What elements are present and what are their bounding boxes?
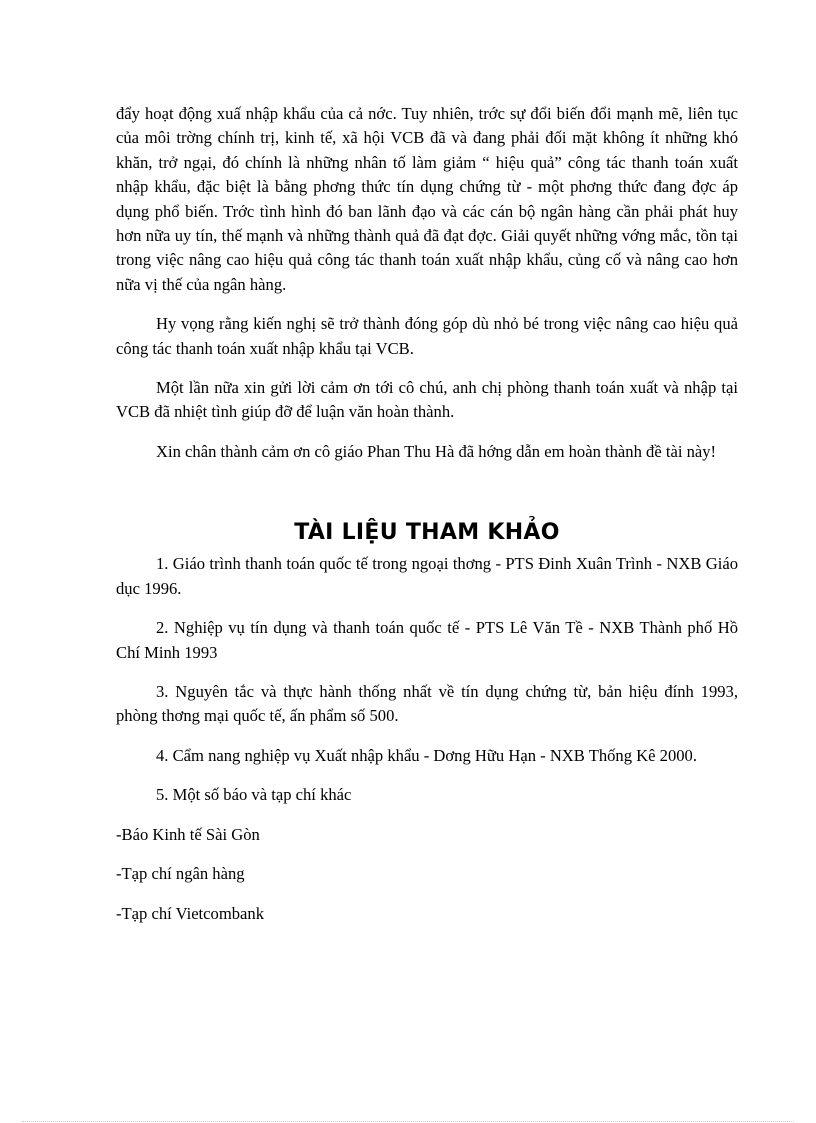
reference-source: -Báo Kinh tế Sài Gòn (116, 824, 260, 844)
reference-item: 2. Nghiệp vụ tín dụng và thanh toán quốc tế - PTS Lê Văn Tề - NXB Thành phố Hồ Chí Minh 1993 (116, 618, 738, 662)
reference-source: -Tạp chí ngân hàng (116, 864, 245, 884)
reference-item: 5. Một số báo và tạp chí khác (156, 785, 352, 805)
page-bottom-divider (22, 1121, 794, 1122)
body-paragraph-thanks-teacher: Xin chân thành cảm ơn cô giáo Phan Thu Hà đã hớng dẫn em hoàn thành đề tài này! (156, 441, 717, 461)
reference-item: 3. Nguyên tắc và thực hành thống nhất về tín dụng chứng từ, bản hiệu đính 1993, phòng thơng mại quốc tế, ấn phẩm số 500. (116, 681, 738, 726)
body-paragraph-hope: Hy vọng rằng kiến nghị sẽ trở thành đóng góp dù nhỏ bé trong việc nâng cao hiệu quả công tác thanh toán xuất nhập khẩu tại VCB. (116, 314, 738, 358)
document-page (116, 102, 738, 942)
reference-item: 4. Cẩm nang nghiệp vụ Xuất nhập khẩu - Dơng Hữu Hạn - NXB Thống Kê 2000. (156, 745, 698, 765)
reference-source: -Tạp chí Vietcombank (116, 904, 264, 924)
reference-item: 1. Giáo trình thanh toán quốc tế trong ngoại thơng - PTS Đinh Xuân Trình - NXB Giáo dục 1996. (116, 554, 738, 598)
body-paragraph-thanks-staff: Một lần nữa xin gửi lời cảm ơn tới cô chú, anh chị phòng thanh toán xuất và nhập tại VCB đã nhiệt tình giúp đỡ để luận văn hoàn thành. (116, 378, 738, 422)
body-paragraph-conclusion: đẩy hoạt động xuấ nhập khẩu của cả nớc. Tuy nhiên, trớc sự đổi biến đổi mạnh mẽ, liên tục của môi trờng chính trị, kinh tế, xã hội VCB đã và đang phải đối mặt không ít những khó khăn, trở ngại, đó chính là những nhân tố làm giảm “ hiệu quả” công tác thanh toán xuất nhập khẩu, đặc biệt là bằng phơng thức tín dụng chứng từ - một phơng thức đang đợc áp dụng phổ biến. Trớc tình hình đó ban lãnh đạo và các cán bộ ngân hàng cần phải phát huy hơn nữa uy tín, thế mạnh và những thành quả đã đạt đợc. Giải quyết những vớng mắc, tồn tại trong việc nâng cao hiệu quả công tác thanh toán xuất nhập khẩu, củng cố và nâng cao hơn nữa vị thế của ngân hàng. (116, 104, 738, 294)
references-heading: TÀI LIỆU THAM KHẢO (294, 520, 560, 546)
